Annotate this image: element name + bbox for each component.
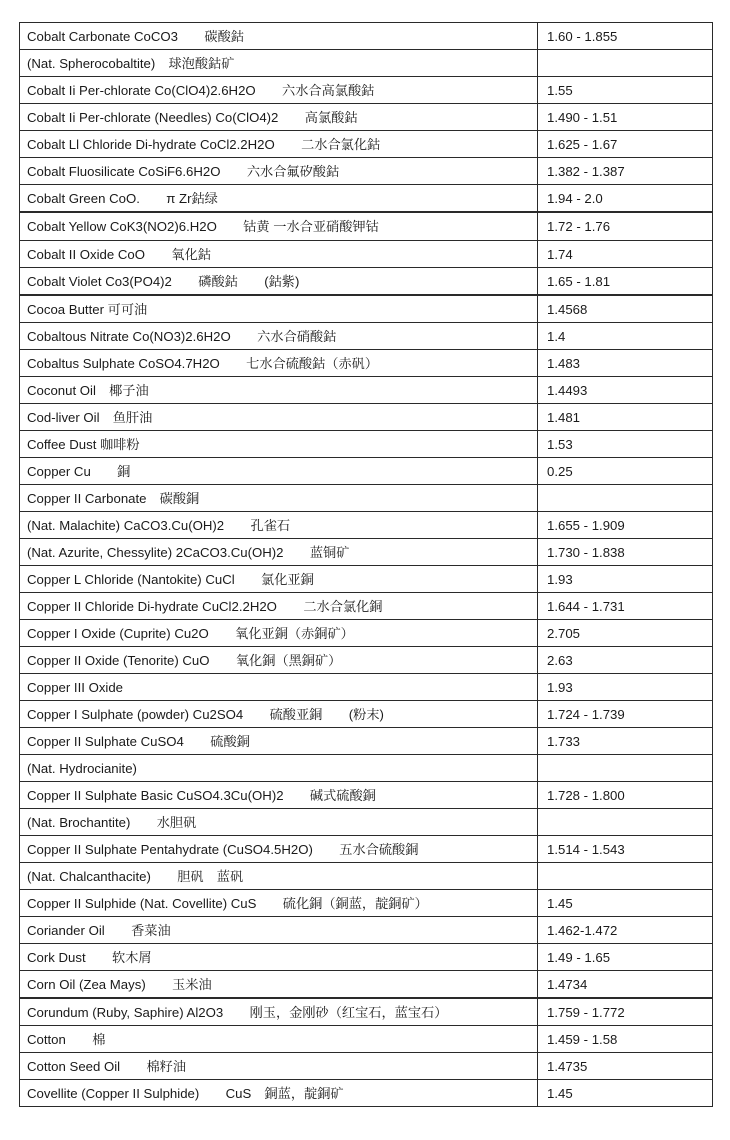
table-row [20, 890, 713, 917]
substance-cell: Coconut Oil 椰子油 [20, 377, 538, 404]
table-row [20, 998, 713, 1026]
substance-cell: (Nat. Malachite) CaCO3.Cu(OH)2 孔雀石 [20, 512, 538, 539]
refractive-index-cell: 2.705 [538, 620, 713, 647]
refractive-index-cell: 1.94 - 2.0 [538, 185, 713, 213]
table-row [20, 809, 713, 836]
refractive-index-cell: 1.483 [538, 350, 713, 377]
table-row [20, 458, 713, 485]
substance-cell: Copper I Sulphate (powder) Cu2SO4 硫酸亚銅 (粉末) [20, 701, 538, 728]
refractive-index-cell: 1.730 - 1.838 [538, 539, 713, 566]
substance-cell: Cobalt Yellow CoK3(NO2)6.H2O 钴黄 一水合亚硝酸钾钴 [20, 212, 538, 241]
refractive-index-cell: 1.459 - 1.58 [538, 1026, 713, 1053]
table-row [20, 241, 713, 268]
substance-cell: Cobalt Ll Chloride Di-hydrate CoCl2.2H2O 二水合氯化鈷 [20, 131, 538, 158]
substance-cell: Cobalt Violet Co3(PO4)2 磷酸鈷 (鈷紫) [20, 268, 538, 296]
substance-cell: (Nat. Chalcanthacite) 胆矾 蓝矾 [20, 863, 538, 890]
table-row [20, 212, 713, 241]
substance-cell: Cobalt Green CoO. π Zr鈷绿 [20, 185, 538, 213]
table-row [20, 431, 713, 458]
substance-cell: Cobalt Ii Per-chlorate Co(ClO4)2.6H2O 六水合高氯酸鈷 [20, 77, 538, 104]
refractive-index-cell: 2.63 [538, 647, 713, 674]
table-row [20, 104, 713, 131]
table-body [20, 23, 713, 1107]
substance-cell: Copper II Carbonate 碳酸銅 [20, 485, 538, 512]
substance-cell: (Nat. Spherocobaltite) 球泡酸鈷矿 [20, 50, 538, 77]
refractive-index-cell [538, 50, 713, 77]
table-row [20, 863, 713, 890]
substance-cell: (Nat. Brochantite) 水胆矾 [20, 809, 538, 836]
table-row [20, 1080, 713, 1107]
substance-cell: Copper II Oxide (Tenorite) CuO 氧化銅（黑銅矿） [20, 647, 538, 674]
refractive-index-cell [538, 863, 713, 890]
table-row [20, 350, 713, 377]
table-row [20, 77, 713, 104]
table-row [20, 674, 713, 701]
table-row [20, 647, 713, 674]
refractive-index-cell: 1.490 - 1.51 [538, 104, 713, 131]
table-row [20, 185, 713, 213]
substance-cell: Copper II Sulphate Basic CuSO4.3Cu(OH)2 碱式硫酸銅 [20, 782, 538, 809]
substance-cell: Copper I Oxide (Cuprite) Cu2O 氧化亚銅（赤銅矿） [20, 620, 538, 647]
refractive-index-cell: 0.25 [538, 458, 713, 485]
refractive-index-cell: 1.4735 [538, 1053, 713, 1080]
substance-cell: Cocoa Butter 可可油 [20, 295, 538, 323]
table-row [20, 377, 713, 404]
table-row [20, 295, 713, 323]
refractive-index-cell [538, 755, 713, 782]
substance-cell: (Nat. Hydrocianite) [20, 755, 538, 782]
table-row [20, 944, 713, 971]
refractive-index-cell: 1.45 [538, 1080, 713, 1107]
substance-cell: Coffee Dust 咖啡粉 [20, 431, 538, 458]
substance-cell: Corundum (Ruby, Saphire) Al2O3 刚玉，金刚砂（红宝石，蓝宝石） [20, 998, 538, 1026]
substance-cell: Copper II Sulphate Pentahydrate (CuSO4.5H2O) 五水合硫酸銅 [20, 836, 538, 863]
refractive-index-cell: 1.759 - 1.772 [538, 998, 713, 1026]
table-row [20, 539, 713, 566]
substance-cell: Cobaltous Nitrate Co(NO3)2.6H2O 六水合硝酸鈷 [20, 323, 538, 350]
table-row [20, 728, 713, 755]
substance-cell: Coriander Oil 香菜油 [20, 917, 538, 944]
substance-cell: Copper L Chloride (Nantokite) CuCl 氯化亚銅 [20, 566, 538, 593]
table-row [20, 1026, 713, 1053]
table-row [20, 620, 713, 647]
refractive-index-cell [538, 485, 713, 512]
table-row [20, 593, 713, 620]
refractive-index-table [19, 22, 713, 1107]
refractive-index-cell: 1.60 - 1.855 [538, 23, 713, 50]
refractive-index-cell: 1.74 [538, 241, 713, 268]
table-row [20, 50, 713, 77]
refractive-index-cell: 1.55 [538, 77, 713, 104]
substance-cell: Cotton Seed Oil 棉籽油 [20, 1053, 538, 1080]
refractive-index-table-container [19, 22, 712, 1107]
refractive-index-cell [538, 809, 713, 836]
table-row [20, 512, 713, 539]
table-row [20, 836, 713, 863]
refractive-index-cell: 1.728 - 1.800 [538, 782, 713, 809]
table-row [20, 485, 713, 512]
substance-cell: Cobalt Fluosilicate CoSiF6.6H2O 六水合氟矽酸鈷 [20, 158, 538, 185]
refractive-index-cell: 1.481 [538, 404, 713, 431]
substance-cell: Copper II Sulphate CuSO4 硫酸銅 [20, 728, 538, 755]
table-row [20, 23, 713, 50]
refractive-index-cell: 1.462-1.472 [538, 917, 713, 944]
refractive-index-cell: 1.382 - 1.387 [538, 158, 713, 185]
refractive-index-cell: 1.72 - 1.76 [538, 212, 713, 241]
refractive-index-cell: 1.93 [538, 674, 713, 701]
substance-cell: Cod-liver Oil 鱼肝油 [20, 404, 538, 431]
refractive-index-cell: 1.53 [538, 431, 713, 458]
refractive-index-cell: 1.4734 [538, 971, 713, 999]
substance-cell: Copper II Chloride Di-hydrate CuCl2.2H2O 二水合氯化銅 [20, 593, 538, 620]
substance-cell: Copper Cu 銅 [20, 458, 538, 485]
substance-cell: Cobalt Carbonate CoCO3 碳酸鈷 [20, 23, 538, 50]
refractive-index-cell: 1.644 - 1.731 [538, 593, 713, 620]
table-row [20, 701, 713, 728]
substance-cell: Covellite (Copper II Sulphide) CuS 銅蓝，靛銅矿 [20, 1080, 538, 1107]
refractive-index-cell: 1.655 - 1.909 [538, 512, 713, 539]
substance-cell: Corn Oil (Zea Mays) 玉米油 [20, 971, 538, 999]
table-row [20, 971, 713, 999]
refractive-index-cell: 1.724 - 1.739 [538, 701, 713, 728]
substance-cell: Copper III Oxide [20, 674, 538, 701]
substance-cell: Cobaltus Sulphate CoSO4.7H2O 七水合硫酸鈷（赤矾） [20, 350, 538, 377]
substance-cell: Cobalt II Oxide CoO 氧化鈷 [20, 241, 538, 268]
refractive-index-cell: 1.65 - 1.81 [538, 268, 713, 296]
refractive-index-cell: 1.93 [538, 566, 713, 593]
refractive-index-cell: 1.4 [538, 323, 713, 350]
substance-cell: Cotton 棉 [20, 1026, 538, 1053]
substance-cell: Copper II Sulphide (Nat. Covellite) CuS 硫化銅（銅蓝，靛銅矿） [20, 890, 538, 917]
refractive-index-cell: 1.4568 [538, 295, 713, 323]
table-row [20, 755, 713, 782]
table-row [20, 917, 713, 944]
table-row [20, 131, 713, 158]
table-row [20, 1053, 713, 1080]
table-row [20, 268, 713, 296]
refractive-index-cell: 1.45 [538, 890, 713, 917]
table-row [20, 782, 713, 809]
table-row [20, 323, 713, 350]
refractive-index-cell: 1.4493 [538, 377, 713, 404]
table-row [20, 566, 713, 593]
table-row [20, 404, 713, 431]
refractive-index-cell: 1.625 - 1.67 [538, 131, 713, 158]
table-row [20, 158, 713, 185]
refractive-index-cell: 1.733 [538, 728, 713, 755]
refractive-index-cell: 1.49 - 1.65 [538, 944, 713, 971]
substance-cell: (Nat. Azurite, Chessylite) 2CaCO3.Cu(OH)2 蓝铜矿 [20, 539, 538, 566]
substance-cell: Cobalt Ii Per-chlorate (Needles) Co(ClO4)2 高氯酸鈷 [20, 104, 538, 131]
refractive-index-cell: 1.514 - 1.543 [538, 836, 713, 863]
substance-cell: Cork Dust 软木屑 [20, 944, 538, 971]
